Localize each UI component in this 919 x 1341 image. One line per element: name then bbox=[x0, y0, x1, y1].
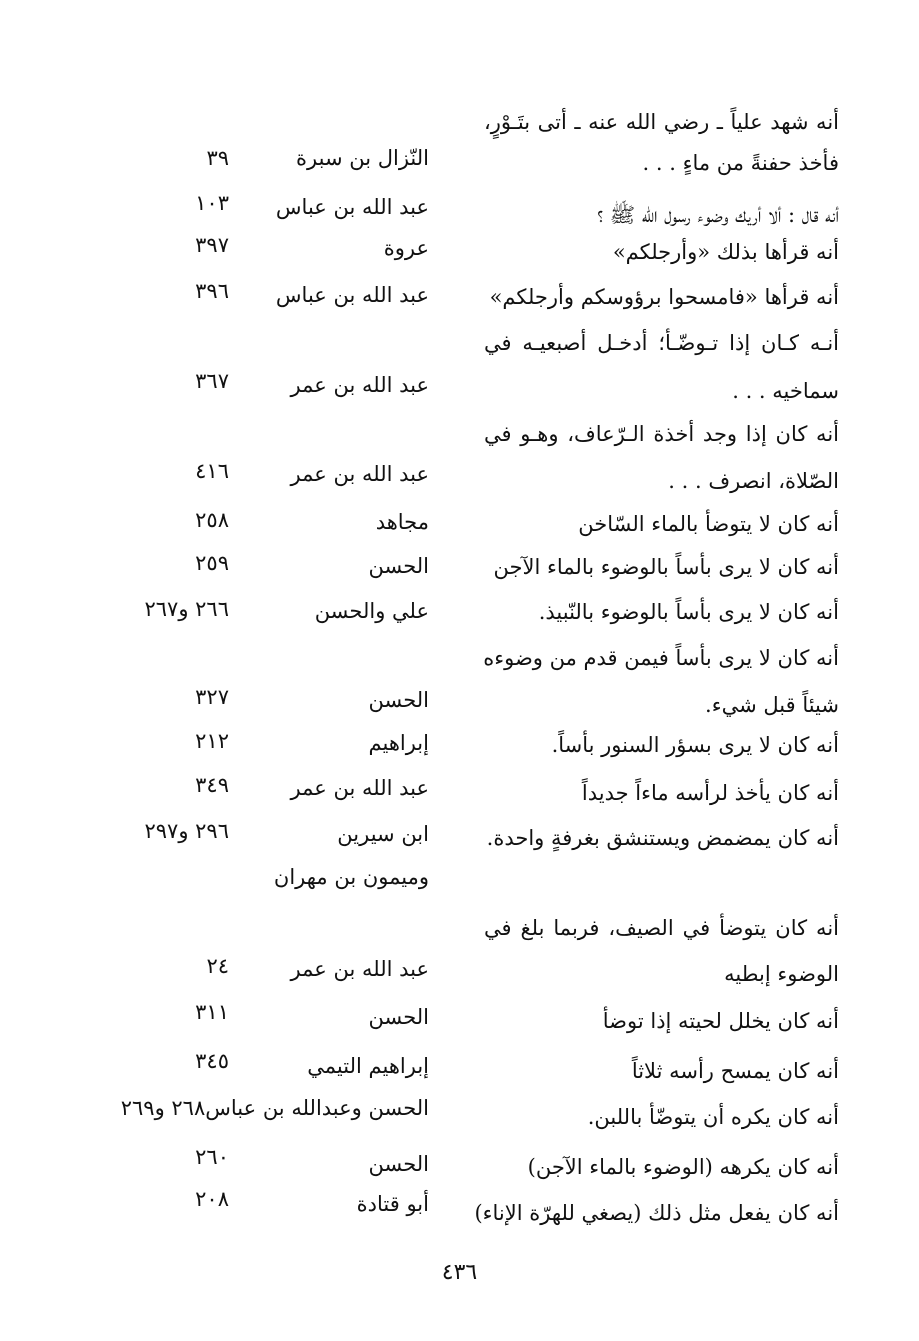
narrator: إبراهيم bbox=[368, 731, 429, 755]
entry-text-line: أنه كان يكرهه (الوضوء بالماء الآجن) bbox=[527, 1155, 839, 1179]
narrator: أبو قتادة bbox=[356, 1192, 429, 1216]
entry-text-line: أنه قرأها «فامسحوا برؤوسكم وأرجلكم» bbox=[489, 285, 839, 309]
reference-number: ١٠٣ bbox=[195, 191, 229, 215]
entry-text-line: شيئاً قبل شيء. bbox=[705, 693, 839, 717]
narrator: إبراهيم التيمي bbox=[307, 1054, 429, 1078]
narrator: عبد الله بن عباس bbox=[275, 283, 429, 307]
narrator: الحسن bbox=[368, 554, 429, 578]
narrator: الحسن وعبدالله بن عباس٢٦٨ و٢٦٩ bbox=[120, 1096, 429, 1120]
narrator: وميمون بن مهران bbox=[273, 865, 429, 889]
entry-text-line: أنه كان لا يرى بأساً فيمن قدم من وضوءه bbox=[483, 646, 839, 670]
entry-text-line: أنه قرأها بذلك «وأرجلكم» bbox=[612, 240, 839, 264]
reference-number: ٣٦٧ bbox=[195, 369, 229, 393]
narrator: عبد الله بن عمر bbox=[290, 373, 429, 397]
entry-text-line: أنه كان لا يرى بأساً بالوضوء بالماء الآجن bbox=[493, 555, 839, 579]
narrator: النّزال بن سبرة bbox=[296, 146, 429, 170]
entry-text-line: أنـه كـان إذا تـوضّـأ؛ أدخـل أصبعيـه في bbox=[484, 331, 839, 355]
narrator: الحسن bbox=[368, 1005, 429, 1029]
reference-number: ٢٥٩ bbox=[195, 551, 229, 575]
entry-text-line: أنه كان يتوضأ في الصيف، فربما بلغ في bbox=[484, 916, 839, 940]
reference-number: ٣٩٧ bbox=[195, 233, 229, 257]
narrator: عبد الله بن عباس bbox=[275, 195, 429, 219]
entry-text-line: أنه قال : ألا أريك وضوء رسول الله ﷺ ؟ bbox=[597, 203, 839, 227]
reference-number: ٣١١ bbox=[195, 1000, 229, 1024]
reference-number: ٢١٢ bbox=[195, 729, 229, 753]
entry-text-line: سماخيه . . . bbox=[732, 379, 839, 403]
reference-number: ٢٠٨ bbox=[195, 1187, 229, 1211]
entry-text-line: أنه كان لا يرى بأساً بالوضوء بالنّبيذ. bbox=[538, 600, 839, 624]
entry-text-line: أنه كان إذا وجد أخذة الـرّعاف، وهـو في bbox=[484, 422, 839, 446]
entry-text-line: أنه كان يخلل لحيته إذا توضأ bbox=[602, 1009, 839, 1033]
entry-text-line: أنه كان يكره أن يتوضّأ باللبن. bbox=[587, 1105, 839, 1129]
entry-text-line: أنه كان يمسح رأسه ثلاثاً bbox=[631, 1059, 839, 1083]
narrator: علي والحسن bbox=[314, 599, 429, 623]
entry-text-line: فأخذ حفنةً من ماءٍ . . . bbox=[642, 151, 839, 175]
reference-number: ٣٩٦ bbox=[195, 279, 229, 303]
reference-number: ٤١٦ bbox=[195, 459, 229, 483]
entry-text-line: أنه كان يفعل مثل ذلك (يصغي للهرّة الإناء) bbox=[474, 1201, 839, 1225]
reference-number: ٣٤٩ bbox=[195, 773, 229, 797]
reference-number: ٣٤٥ bbox=[195, 1049, 229, 1073]
entry-text-line: أنه كان لا يرى بسؤر السنور بأساً. bbox=[551, 733, 839, 757]
entry-text-line: أنه كان لا يتوضأ بالماء السّاخن bbox=[578, 512, 839, 536]
narrator: عروة bbox=[383, 236, 429, 260]
reference-number: ٣٢٧ bbox=[195, 685, 229, 709]
entry-text-line: أنه كان يمضمض ويستنشق بغرفةٍ واحدة. bbox=[486, 826, 839, 850]
reference-number: ٣٩ bbox=[206, 146, 229, 170]
reference-number: ٢٩٦ و٢٩٧ bbox=[144, 819, 229, 843]
reference-number: ٢٦٠ bbox=[195, 1145, 229, 1169]
narrator: عبد الله بن عمر bbox=[290, 462, 429, 486]
entry-text-line: أنه شهد علياً ـ رضي الله عنه ـ أتى بتَـوْرٍ، bbox=[484, 110, 839, 134]
reference-number: ٢٦٦ و٢٦٧ bbox=[144, 597, 229, 621]
page-number: ٤٣٦ bbox=[441, 1260, 478, 1285]
entry-text-line: الصّلاة، انصرف . . . bbox=[668, 469, 839, 493]
narrator: الحسن bbox=[368, 1152, 429, 1176]
entry-text-line: الوضوء إبطيه bbox=[724, 962, 839, 986]
reference-number: ٢٥٨ bbox=[195, 508, 229, 532]
narrator: عبد الله بن عمر bbox=[290, 776, 429, 800]
narrator: الحسن bbox=[368, 688, 429, 712]
entry-text-line: أنه كان يأخذ لرأسه ماءاً جديداً bbox=[581, 781, 839, 805]
narrator: مجاهد bbox=[375, 510, 429, 534]
narrator: ابن سيرين bbox=[337, 822, 429, 846]
narrator: عبد الله بن عمر bbox=[290, 957, 429, 981]
reference-number: ٢٤ bbox=[206, 954, 229, 978]
